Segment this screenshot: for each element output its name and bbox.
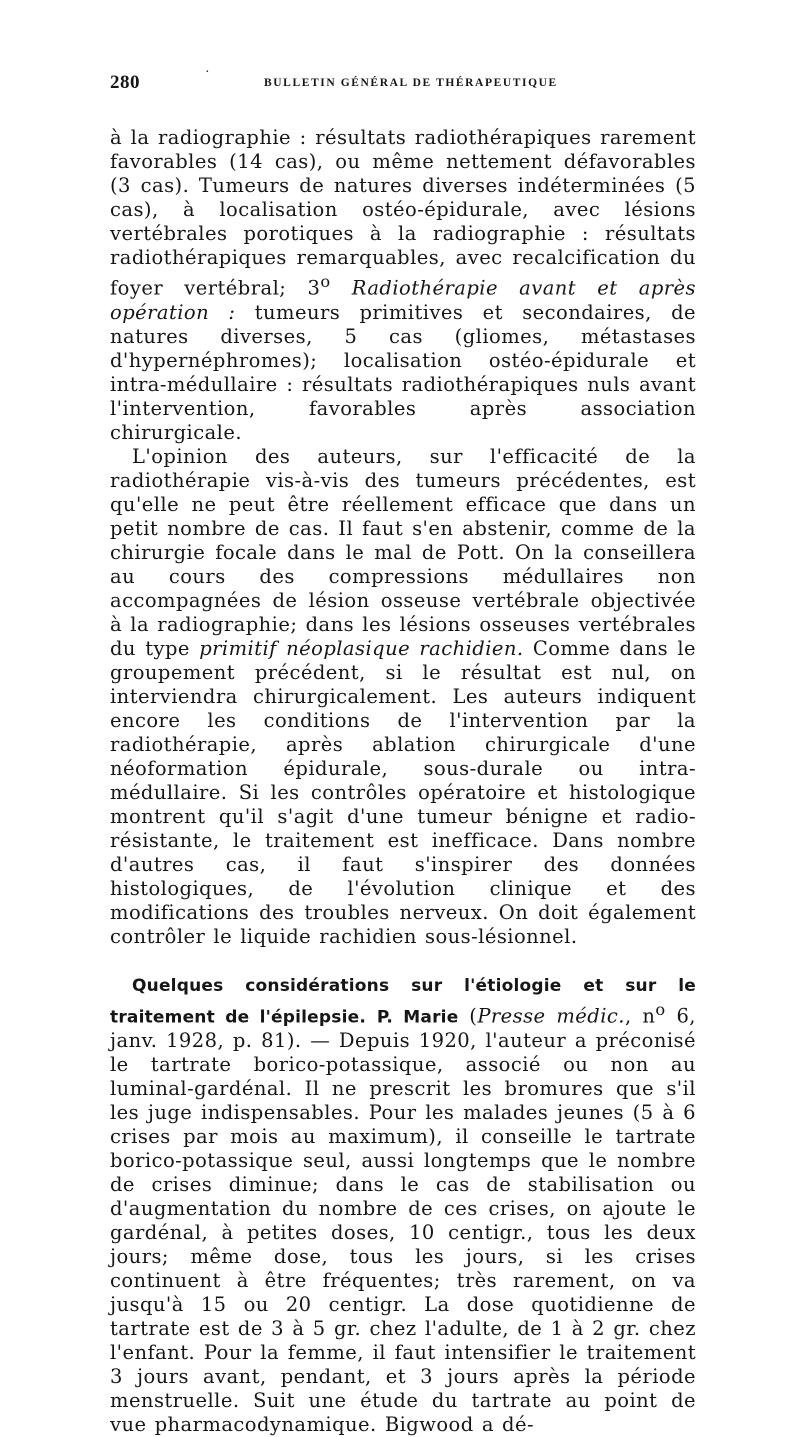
citation-number: , n <box>625 1004 655 1027</box>
running-head <box>110 64 696 94</box>
paragraph-radiotherapy-results <box>110 126 696 445</box>
italic-heading: Radiothérapie avant et après opération : <box>110 277 696 324</box>
paragraph-text: Comme dans le groupement précédent, si le résultat est nul, on interviendra chirurgicalement. Les auteurs indiquent encore les conditions de l'intervention par la radiothérapie, après ablation chirurgicale d'une néoformation épidurale, sous-durale ou intra-médullaire. Si les contrôles opératoire et histologique montrent qu'il s'agit d'une tumeur bénigne et radio-résistante, le traitement est inefficace. Dans nombre d'autres cas, il faut s'inspirer des données histologiques, de l'évolution clinique et des modifications des troubles nerveux. On doit également contrôler le liquide rachidien sous-lésionnel. <box>110 637 696 948</box>
page-number: 280 <box>110 72 140 94</box>
article-author: P. Marie <box>377 1007 459 1027</box>
ordinal-superscript: o <box>655 1000 665 1019</box>
paragraph-text: tumeurs primitives et secondaires, de natures diverses, 5 cas (gliomes, métastases d'hypernéphromes); localisation ostéo-épidurale et intra-médullaire : résultats radiothérapiques nuls avant l'intervention, favorables après association chirurgicale. <box>110 301 696 444</box>
article-epilepsy <box>110 973 696 1437</box>
paragraph-text: à la radiographie : résultats radiothérapiques rarement favorables (14 cas), ou même nettement défavorables (3 cas). Tumeurs de natures diverses indéterminées (5 cas), à localisation ostéo-épidurale, avec lésions vertébrales porotiques à la radiographie : résultats radiothérapiques remarquables, avec recalcification du foyer vertébral; 3 <box>110 126 696 300</box>
paragraph-authors-opinion <box>110 445 696 949</box>
article-title: Quelques considérations sur l'étiologie et sur le traitement de l'épilepsie. <box>110 976 696 1028</box>
article-body: Depuis 1920, l'auteur a préconisé le tartrate borico-potassique, associé ou non au luminal-gardénal. Il ne prescrit les bromures que s'il les juge indispensables. Pour les malades jeunes (5 à 6 crises par mois au maximum), il conseille le tartrate borico-potassique seul, aussi longtemps que le nombre de crises diminue; dans le cas de stabilisation ou d'augmentation du nombre de ces crises, on ajoute le gardénal, à petites doses, 10 centigr., tous les deux jours; même dose, tous les jours, si les crises continuent à être fréquentes; très rarement, on va jusqu'à 15 ou 20 centigr. La dose quotidienne de tartrate est de 3 à 5 gr. chez l'adulte, de 1 à 2 gr. chez l'enfant. Pour la femme, il faut intensifier le traitement 3 jours avant, pendant, et 3 jours après la période menstruelle. Suit une étude du tartrate au point de vue pharmacodynamique. Bigwood a dé- <box>110 1029 696 1436</box>
body-text <box>110 126 696 1437</box>
citation-open: ( <box>458 1004 477 1027</box>
paragraph-text: L'opinion des auteurs, sur l'efficacité de la radiothérapie vis-à-vis des tumeurs précédentes, est qu'elle ne peut être réellement efficace que dans un petit nombre de cas. Il faut s'en abstenir, comme de la chirurgie focale dans le mal de Pott. On la conseillera au cours des compressions médullaires non accompagnées de lésion osseuse vertébrale objectivée à la radiographie; dans les lésions osseuses vertébrales du type <box>110 445 696 660</box>
ordinal-superscript: o <box>320 272 330 291</box>
italic-term: primitif néoplasique rachidien. <box>199 637 523 660</box>
header-dot: · <box>205 65 210 81</box>
journal-title: BULLETIN GÉNÉRAL DE THÉRAPEUTIQUE <box>264 77 558 89</box>
document-page <box>110 64 696 1437</box>
citation-details: 6, janv. 1928, p. 81). — <box>110 1004 696 1052</box>
citation-journal: Presse médic. <box>477 1004 625 1027</box>
